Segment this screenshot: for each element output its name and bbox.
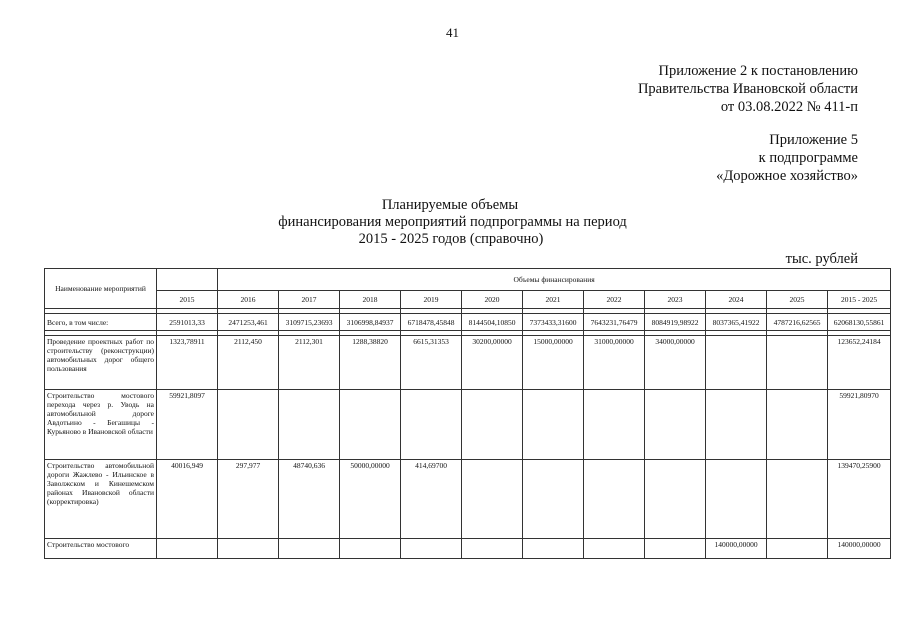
cell-value: 8144504,10850 xyxy=(462,314,523,331)
document-title xyxy=(0,197,905,248)
table-row xyxy=(45,336,891,390)
cell-value: 50000,00000 xyxy=(340,460,401,539)
column-header-year: 2020 xyxy=(462,291,523,309)
subprogram-appendix-header xyxy=(716,131,858,185)
cell-value xyxy=(767,390,828,460)
table-row xyxy=(45,390,891,460)
page-number: 41 xyxy=(446,25,459,40)
table-header-row xyxy=(45,291,891,309)
cell-value: 30200,00000 xyxy=(462,336,523,390)
cell-value xyxy=(401,390,462,460)
cell-value xyxy=(340,539,401,559)
cell-value: 8037365,41922 xyxy=(706,314,767,331)
title-line: 2015 - 2025 годов (справочно) xyxy=(358,231,544,247)
appendix-header xyxy=(638,62,858,116)
cell-value xyxy=(401,539,462,559)
column-header-year: 2022 xyxy=(584,291,645,309)
cell-value xyxy=(340,390,401,460)
cell-value: 3106998,84937 xyxy=(340,314,401,331)
cell-value xyxy=(523,539,584,559)
cell-value: 140000,00000 xyxy=(706,539,767,559)
cell-value xyxy=(767,539,828,559)
cell-value xyxy=(645,539,706,559)
column-header-year: 2025 xyxy=(767,291,828,309)
row-name: Строительство мостового xyxy=(45,539,157,559)
cell-value: 6615,31353 xyxy=(401,336,462,390)
table-row xyxy=(45,539,891,559)
cell-value xyxy=(645,460,706,539)
cell-value xyxy=(523,390,584,460)
cell-value: 59921,8097 xyxy=(157,390,218,460)
cell-value xyxy=(218,390,279,460)
cell-value xyxy=(767,336,828,390)
cell-value: 3109715,23693 xyxy=(279,314,340,331)
cell-value xyxy=(218,539,279,559)
column-header-year: 2015 xyxy=(157,291,218,309)
cell-value: 34000,00000 xyxy=(645,336,706,390)
table-row xyxy=(45,460,891,539)
cell-value: 8084919,98922 xyxy=(645,314,706,331)
table-row-total xyxy=(45,314,891,331)
column-header-name: Наименование мероприятий xyxy=(45,269,157,309)
column-header-year: 2024 xyxy=(706,291,767,309)
row-name: Строительство автомобильной дороги Жажлево - Ильинское в Заволжском и Кинешемском районах Ивановской области (корректировка) xyxy=(45,460,157,539)
cell-value: 2471253,461 xyxy=(218,314,279,331)
cell-value: 414,69700 xyxy=(401,460,462,539)
cell-value xyxy=(645,390,706,460)
cell-value: 139470,25900 xyxy=(828,460,891,539)
table-header-row xyxy=(45,269,891,291)
appendix-line: Правительства Ивановской области xyxy=(637,81,858,97)
appendix-line: «Дорожное хозяйство» xyxy=(716,168,858,184)
appendix-line: Приложение 2 к постановлению xyxy=(658,63,858,79)
title-line: Планируемые объемы xyxy=(381,197,519,213)
cell-value: 1288,38820 xyxy=(340,336,401,390)
cell-value: 4787216,62565 xyxy=(767,314,828,331)
column-header-volume: Объемы финансирования xyxy=(218,269,891,291)
cell-value: 297,977 xyxy=(218,460,279,539)
title-line: финансирования мероприятий подпрограммы на период xyxy=(278,214,627,230)
appendix-line: к подпрограмме xyxy=(758,150,858,166)
cell-value: 2112,301 xyxy=(279,336,340,390)
cell-value xyxy=(462,539,523,559)
row-name: Всего, в том числе: xyxy=(45,314,157,331)
financing-table xyxy=(44,268,891,559)
cell-value: 59921,80970 xyxy=(828,390,891,460)
cell-value xyxy=(279,390,340,460)
row-name: Проведение проектных работ по строительству (реконструкции) автомобильных дорог общего пользования xyxy=(45,336,157,390)
column-header-year: 2019 xyxy=(401,291,462,309)
cell-value xyxy=(157,539,218,559)
cell-value: 2591013,33 xyxy=(157,314,218,331)
cell-value xyxy=(462,460,523,539)
cell-value: 6718478,45848 xyxy=(401,314,462,331)
column-header-year: 2017 xyxy=(279,291,340,309)
cell-value: 40016,949 xyxy=(157,460,218,539)
cell-value: 123652,24184 xyxy=(828,336,891,390)
column-header-year: 2016 xyxy=(218,291,279,309)
cell-value: 2112,450 xyxy=(218,336,279,390)
cell-value: 7643231,76479 xyxy=(584,314,645,331)
column-header-year: 2018 xyxy=(340,291,401,309)
row-name: Строительство мостового перехода через р. Уводь на автомобильной дороге Авдотьино - Бегашицы - Курьяново в Ивановской области xyxy=(45,390,157,460)
cell-value xyxy=(584,390,645,460)
cell-value xyxy=(584,460,645,539)
cell-value: 1323,78911 xyxy=(157,336,218,390)
cell-value xyxy=(462,390,523,460)
cell-value xyxy=(706,336,767,390)
column-header-year: 2023 xyxy=(645,291,706,309)
cell-value: 48740,636 xyxy=(279,460,340,539)
cell-value xyxy=(767,460,828,539)
cell-value: 31000,00000 xyxy=(584,336,645,390)
cell-value xyxy=(706,390,767,460)
column-header-year: 2021 xyxy=(523,291,584,309)
appendix-line: от 03.08.2022 № 411-п xyxy=(720,99,858,115)
cell-value: 15000,00000 xyxy=(523,336,584,390)
cell-value: 140000,00000 xyxy=(828,539,891,559)
cell-value xyxy=(706,460,767,539)
cell-value: 7373433,31600 xyxy=(523,314,584,331)
column-header-total: 2015 - 2025 xyxy=(828,291,891,309)
cell-value: 62068130,55861 xyxy=(828,314,891,331)
cell-value xyxy=(584,539,645,559)
cell-value xyxy=(523,460,584,539)
cell-value xyxy=(279,539,340,559)
appendix-line: Приложение 5 xyxy=(769,132,858,148)
units-label: тыс. рублей xyxy=(785,251,858,267)
